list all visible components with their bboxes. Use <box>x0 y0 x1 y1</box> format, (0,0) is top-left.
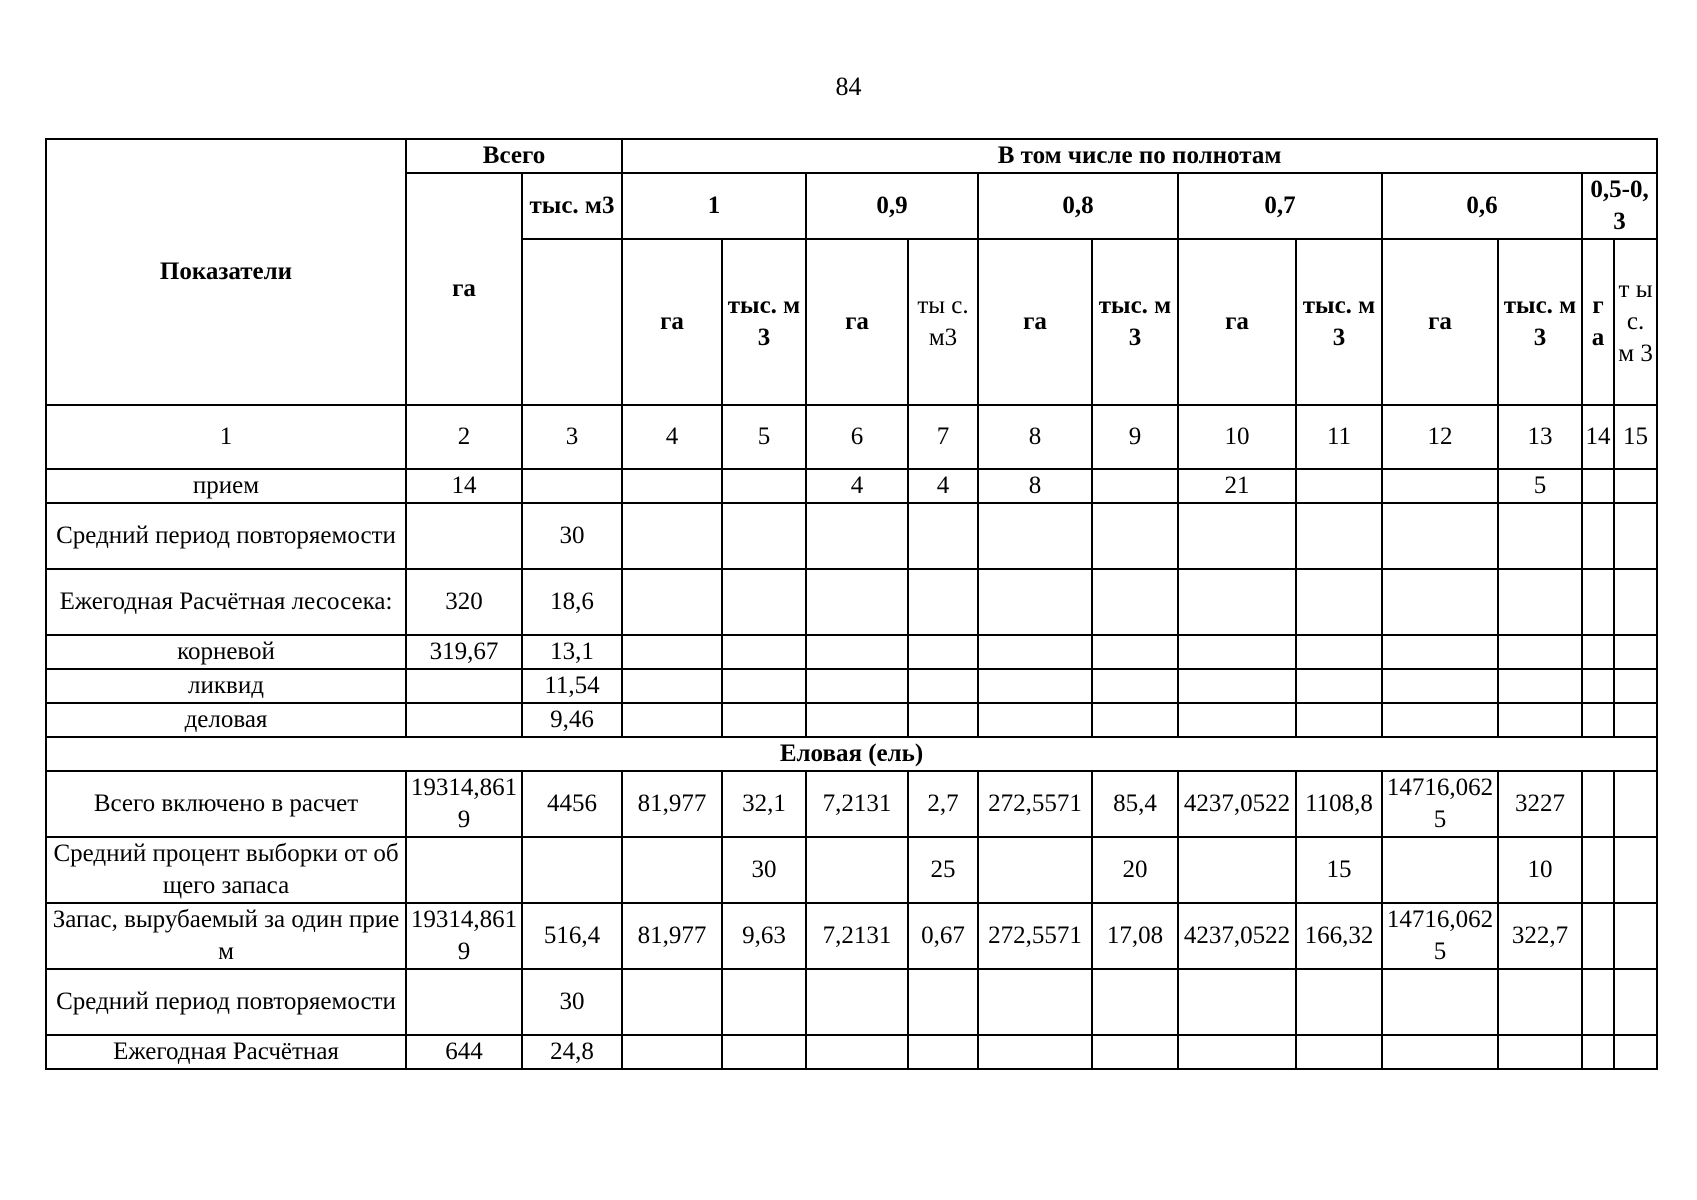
table-cell <box>978 569 1092 635</box>
table-cell <box>1614 703 1657 737</box>
header-ha: га <box>622 239 722 405</box>
table-cell <box>1382 837 1498 903</box>
table-cell <box>806 569 908 635</box>
table-cell: 9,46 <box>522 703 622 737</box>
table-cell <box>1178 635 1296 669</box>
table-cell <box>1614 503 1657 569</box>
table-row <box>46 669 1657 703</box>
table-cell: 1108,8 <box>1296 771 1382 837</box>
table-cell <box>622 503 722 569</box>
table-row <box>46 771 1657 837</box>
table-cell <box>1296 1035 1382 1069</box>
table-cell <box>1092 1035 1178 1069</box>
row-label: прием <box>46 469 406 503</box>
table-cell <box>1296 503 1382 569</box>
table-row <box>46 837 1657 903</box>
table-cell <box>1498 703 1582 737</box>
section-title: Еловая (ель) <box>46 737 1657 771</box>
table-cell <box>978 503 1092 569</box>
table-cell <box>1582 1035 1614 1069</box>
table-cell <box>1092 969 1178 1035</box>
table-cell <box>1614 569 1657 635</box>
column-number: 14 <box>1582 405 1614 469</box>
table-cell <box>806 969 908 1035</box>
header-th-m3: тыс. м3 <box>1498 239 1582 405</box>
row-label: Средний процент выборки от общего запаса <box>46 837 406 903</box>
table-cell <box>1614 1035 1657 1069</box>
row-label: Ежегодная Расчётная лесосека: <box>46 569 406 635</box>
table-cell: 4237,0522 <box>1178 903 1296 969</box>
table-cell <box>1296 569 1382 635</box>
table-cell <box>1582 703 1614 737</box>
table-cell: 13,1 <box>522 635 622 669</box>
table-cell <box>722 969 806 1035</box>
column-number: 7 <box>908 405 978 469</box>
table-cell <box>1382 669 1498 703</box>
table-cell <box>622 1035 722 1069</box>
table-cell <box>908 669 978 703</box>
header-ha: га <box>1178 239 1296 405</box>
table-cell: 30 <box>522 969 622 1035</box>
table-cell <box>1092 503 1178 569</box>
table-cell: 4237,0522 <box>1178 771 1296 837</box>
table-cell <box>722 469 806 503</box>
table-cell <box>522 837 622 903</box>
table-cell <box>622 635 722 669</box>
table-cell <box>1296 469 1382 503</box>
table-cell <box>978 1035 1092 1069</box>
row-label: Всего включено в расчет <box>46 771 406 837</box>
table-cell: 81,977 <box>622 771 722 837</box>
table-cell <box>806 703 908 737</box>
table-cell <box>806 837 908 903</box>
table-cell: 17,08 <box>1092 903 1178 969</box>
page-number: 84 <box>835 72 862 101</box>
table-cell <box>806 503 908 569</box>
table-cell: 10 <box>1498 837 1582 903</box>
table-cell <box>406 703 522 737</box>
table-cell <box>1382 1035 1498 1069</box>
header-total-th-m3: тыс. м3 <box>522 173 622 239</box>
table-cell <box>978 669 1092 703</box>
column-number: 1 <box>46 405 406 469</box>
table-cell <box>1382 469 1498 503</box>
table-cell: 272,5571 <box>978 771 1092 837</box>
column-number: 15 <box>1614 405 1657 469</box>
table-cell <box>1498 503 1582 569</box>
table-cell <box>1614 969 1657 1035</box>
table-cell <box>1582 669 1614 703</box>
header-density-1: 1 <box>622 173 806 239</box>
table-cell: 21 <box>1178 469 1296 503</box>
table-cell <box>1092 469 1178 503</box>
table-cell <box>908 1035 978 1069</box>
table-cell: 320 <box>406 569 522 635</box>
table-cell: 11,54 <box>522 669 622 703</box>
table-cell <box>1582 635 1614 669</box>
table-cell <box>406 837 522 903</box>
table-cell: 3227 <box>1498 771 1582 837</box>
table-cell <box>1382 969 1498 1035</box>
table-cell <box>1614 771 1657 837</box>
table-cell <box>1178 669 1296 703</box>
table-cell <box>1582 771 1614 837</box>
row-label: корневой <box>46 635 406 669</box>
row-label: Средний период повторяемости <box>46 969 406 1035</box>
table-cell: 5 <box>1498 469 1582 503</box>
row-label: деловая <box>46 703 406 737</box>
header-th-m3: тыс. м3 <box>1092 239 1178 405</box>
table-cell <box>1296 669 1382 703</box>
table-cell <box>522 469 622 503</box>
table-cell: 32,1 <box>722 771 806 837</box>
column-number-row <box>46 405 1657 469</box>
header-th-m3-split: ты с. м3 <box>908 239 978 405</box>
row-label: Средний период повторяемости <box>46 503 406 569</box>
table-row <box>46 1035 1657 1069</box>
table-row <box>46 635 1657 669</box>
header-density-0-6: 0,6 <box>1382 173 1582 239</box>
table-cell <box>722 669 806 703</box>
table-cell: 272,5571 <box>978 903 1092 969</box>
table-cell <box>406 503 522 569</box>
table-cell <box>722 1035 806 1069</box>
table-cell: 25 <box>908 837 978 903</box>
header-empty <box>522 239 622 405</box>
table-cell <box>1582 837 1614 903</box>
table-cell <box>908 703 978 737</box>
header-by-density: В том числе по полнотам <box>622 139 1657 173</box>
table-cell: 18,6 <box>522 569 622 635</box>
column-number: 3 <box>522 405 622 469</box>
header-density-0-9: 0,9 <box>806 173 978 239</box>
table-cell <box>1178 569 1296 635</box>
table-cell <box>1382 569 1498 635</box>
table-cell <box>978 837 1092 903</box>
table-cell <box>722 503 806 569</box>
table-row <box>46 903 1657 969</box>
header-ha: га <box>806 239 908 405</box>
table-cell: 15 <box>1296 837 1382 903</box>
table-cell <box>722 703 806 737</box>
table-cell <box>1582 969 1614 1035</box>
header-th-m3: тыс. м3 <box>722 239 806 405</box>
table-cell <box>1382 635 1498 669</box>
table-cell <box>1582 469 1614 503</box>
table-cell <box>1582 503 1614 569</box>
row-label: Запас, вырубаемый за один прием <box>46 903 406 969</box>
table-cell: 24,8 <box>522 1035 622 1069</box>
header-density-0-5-0-3: 0,5-0,3 <box>1582 173 1657 239</box>
table-cell <box>1178 837 1296 903</box>
table-cell: 4456 <box>522 771 622 837</box>
table-cell: 4 <box>806 469 908 503</box>
row-label: ликвид <box>46 669 406 703</box>
table-cell: 644 <box>406 1035 522 1069</box>
table-cell <box>978 969 1092 1035</box>
table-cell <box>1092 635 1178 669</box>
table-cell <box>1382 703 1498 737</box>
column-number: 6 <box>806 405 908 469</box>
header-th-m3: тыс. м3 <box>1296 239 1382 405</box>
table-cell <box>1296 969 1382 1035</box>
header-density-0-8: 0,8 <box>978 173 1178 239</box>
table-cell <box>622 837 722 903</box>
table-cell <box>1498 635 1582 669</box>
column-number: 13 <box>1498 405 1582 469</box>
table-cell: 20 <box>1092 837 1178 903</box>
table-cell <box>806 669 908 703</box>
header-ha-vertical: г а <box>1582 239 1614 405</box>
table-cell <box>908 635 978 669</box>
table-cell <box>806 1035 908 1069</box>
column-number: 8 <box>978 405 1092 469</box>
table-cell <box>1582 569 1614 635</box>
table-cell <box>1614 669 1657 703</box>
table-cell <box>622 703 722 737</box>
header-density-0-7: 0,7 <box>1178 173 1382 239</box>
column-number: 9 <box>1092 405 1178 469</box>
table-cell <box>622 969 722 1035</box>
header-total-ha: га <box>406 173 522 405</box>
section-row <box>46 737 1657 771</box>
table-cell <box>1582 903 1614 969</box>
table-cell: 4 <box>908 469 978 503</box>
header-indicators: Показатели <box>46 139 406 405</box>
column-number: 2 <box>406 405 522 469</box>
table-cell: 81,977 <box>622 903 722 969</box>
table-cell: 14716,0625 <box>1382 771 1498 837</box>
column-number: 12 <box>1382 405 1498 469</box>
column-number: 10 <box>1178 405 1296 469</box>
table-cell <box>1498 669 1582 703</box>
table-cell <box>908 569 978 635</box>
column-number: 5 <box>722 405 806 469</box>
table-cell <box>978 635 1092 669</box>
header-th-m3-vertical: т ы с. м 3 <box>1614 239 1657 405</box>
table-row <box>46 969 1657 1035</box>
table-cell <box>622 469 722 503</box>
table-cell <box>622 669 722 703</box>
table-cell <box>1178 1035 1296 1069</box>
table-cell: 14 <box>406 469 522 503</box>
table-cell: 2,7 <box>908 771 978 837</box>
table-cell <box>1296 635 1382 669</box>
table-cell <box>1092 703 1178 737</box>
table-cell: 9,63 <box>722 903 806 969</box>
table-cell <box>908 969 978 1035</box>
table-cell: 30 <box>522 503 622 569</box>
table-cell: 85,4 <box>1092 771 1178 837</box>
table-cell <box>1614 469 1657 503</box>
header-total: Всего <box>406 139 622 173</box>
table-row <box>46 469 1657 503</box>
column-number: 4 <box>622 405 722 469</box>
table-cell: 322,7 <box>1498 903 1582 969</box>
table-row <box>46 569 1657 635</box>
table-cell <box>622 569 722 635</box>
table-cell <box>1498 569 1582 635</box>
table-cell: 19314,8619 <box>406 903 522 969</box>
header-ha: га <box>978 239 1092 405</box>
table-cell <box>1092 569 1178 635</box>
table-cell <box>1178 969 1296 1035</box>
table-cell <box>406 669 522 703</box>
column-number: 11 <box>1296 405 1382 469</box>
table-cell <box>1614 635 1657 669</box>
table-cell: 166,32 <box>1296 903 1382 969</box>
table-cell: 516,4 <box>522 903 622 969</box>
table-cell: 8 <box>978 469 1092 503</box>
table-cell: 14716,0625 <box>1382 903 1498 969</box>
table-row <box>46 703 1657 737</box>
table-cell <box>1382 503 1498 569</box>
table-cell <box>1178 503 1296 569</box>
table-cell <box>978 703 1092 737</box>
table-cell <box>1498 969 1582 1035</box>
forest-table <box>45 138 1658 1070</box>
table-row <box>46 503 1657 569</box>
table-cell <box>1614 837 1657 903</box>
table-cell <box>1092 669 1178 703</box>
table-cell <box>722 569 806 635</box>
header-ha: га <box>1382 239 1498 405</box>
table-cell <box>406 969 522 1035</box>
table-cell: 19314,8619 <box>406 771 522 837</box>
table-cell: 30 <box>722 837 806 903</box>
table-cell <box>806 635 908 669</box>
table-cell: 0,67 <box>908 903 978 969</box>
table-cell <box>1498 1035 1582 1069</box>
table-cell <box>722 635 806 669</box>
table-cell: 7,2131 <box>806 771 908 837</box>
table-cell <box>1178 703 1296 737</box>
table-cell <box>1614 903 1657 969</box>
table-cell <box>1296 703 1382 737</box>
table-cell: 7,2131 <box>806 903 908 969</box>
row-label: Ежегодная Расчётная <box>46 1035 406 1069</box>
table-cell <box>908 503 978 569</box>
table-cell: 319,67 <box>406 635 522 669</box>
